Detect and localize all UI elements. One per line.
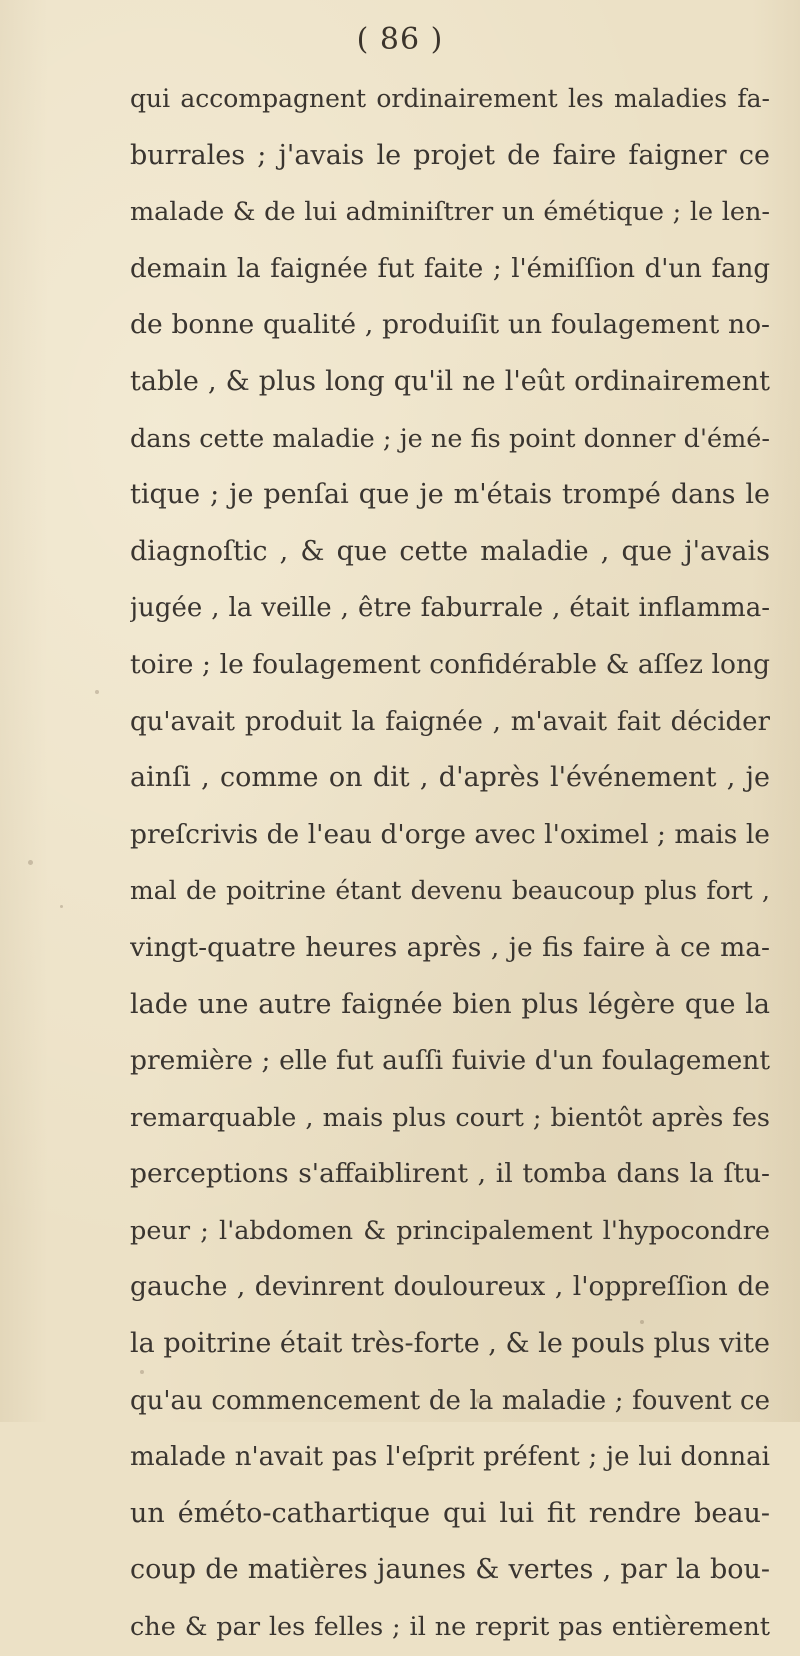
text-line: tique ; je penſai que je m'étais trompé dans le xyxy=(130,479,770,511)
text-line: vingt-quatre heures après , je fis faire à ce ma- xyxy=(130,931,770,963)
text-line: demain la faignée fut faite ; l'émiſſion d'un fang xyxy=(130,253,770,284)
text-line: jugée , la veille , être faburrale , était inflamma- xyxy=(130,593,770,624)
text-line: toire ; le foulagement confidérable & aſſez long xyxy=(130,648,770,680)
paper-speck xyxy=(28,860,33,865)
text-line: coup de matières jaunes & vertes , par la bou- xyxy=(130,1554,770,1586)
text-line: burrales ; j'avais le projet de faire faigner ce xyxy=(130,139,770,171)
text-line: peur ; l'abdomen & principalement l'hypocondre xyxy=(130,1215,770,1246)
text-line: ainſi , comme on dit , d'après l'événement , je xyxy=(130,762,770,794)
text-line: diagnoſtic , & que cette maladie , que j'avais xyxy=(130,535,770,567)
text-line: qui accompagnent ordinairement les maladies fa- xyxy=(130,84,770,113)
text-line: dans cette maladie ; je ne fis point donner d'émé- xyxy=(130,423,770,454)
paper-speck xyxy=(476,1398,481,1403)
text-line: qu'avait produit la faignée , m'avait fait décider xyxy=(130,706,770,737)
text-line: preſcrivis de l'eau d'orge avec l'oximel ; mais le xyxy=(130,818,770,850)
text-line: remarquable , mais plus court ; bientôt après fes xyxy=(130,1102,770,1133)
text-line: mal de poitrine étant devenu beaucoup plus fort , xyxy=(130,876,770,906)
text-line: qu'au commencement de la maladie ; fouvent ce xyxy=(130,1385,770,1416)
text-line: perceptions s'affaiblirent , il tomba dans la ſtu- xyxy=(130,1158,770,1190)
paper-speck xyxy=(140,1370,144,1374)
text-line: table , & plus long qu'il ne l'eût ordinairement xyxy=(130,365,770,397)
body-text xyxy=(130,71,770,1656)
page-number: ( 86 ) xyxy=(356,22,444,57)
paper-speck xyxy=(95,690,99,694)
text-line: un éméto-cathartique qui lui fit rendre beau- xyxy=(130,1497,770,1529)
text-line: gauche , devinrent douloureux , l'oppreſſion de xyxy=(130,1271,770,1303)
text-line: la poitrine était très-forte , & le pouls plus vite xyxy=(130,1328,770,1360)
text-line: malade & de lui adminiſtrer un émétique ; le len- xyxy=(130,197,770,228)
text-line: première ; elle fut auſſi fuivie d'un foulagement xyxy=(130,1045,770,1077)
text-line: malade n'avait pas l'eſprit préfent ; je lui donnai xyxy=(130,1442,770,1473)
text-line: lade une autre faignée bien plus légère que la xyxy=(130,988,770,1020)
text-line: de bonne qualité , produiſit un foulagement no- xyxy=(130,309,770,341)
text-line: che & par les felles ; il ne reprit pas entièrement xyxy=(130,1612,770,1643)
paper-speck xyxy=(60,905,63,908)
paper-speck xyxy=(640,1320,644,1324)
